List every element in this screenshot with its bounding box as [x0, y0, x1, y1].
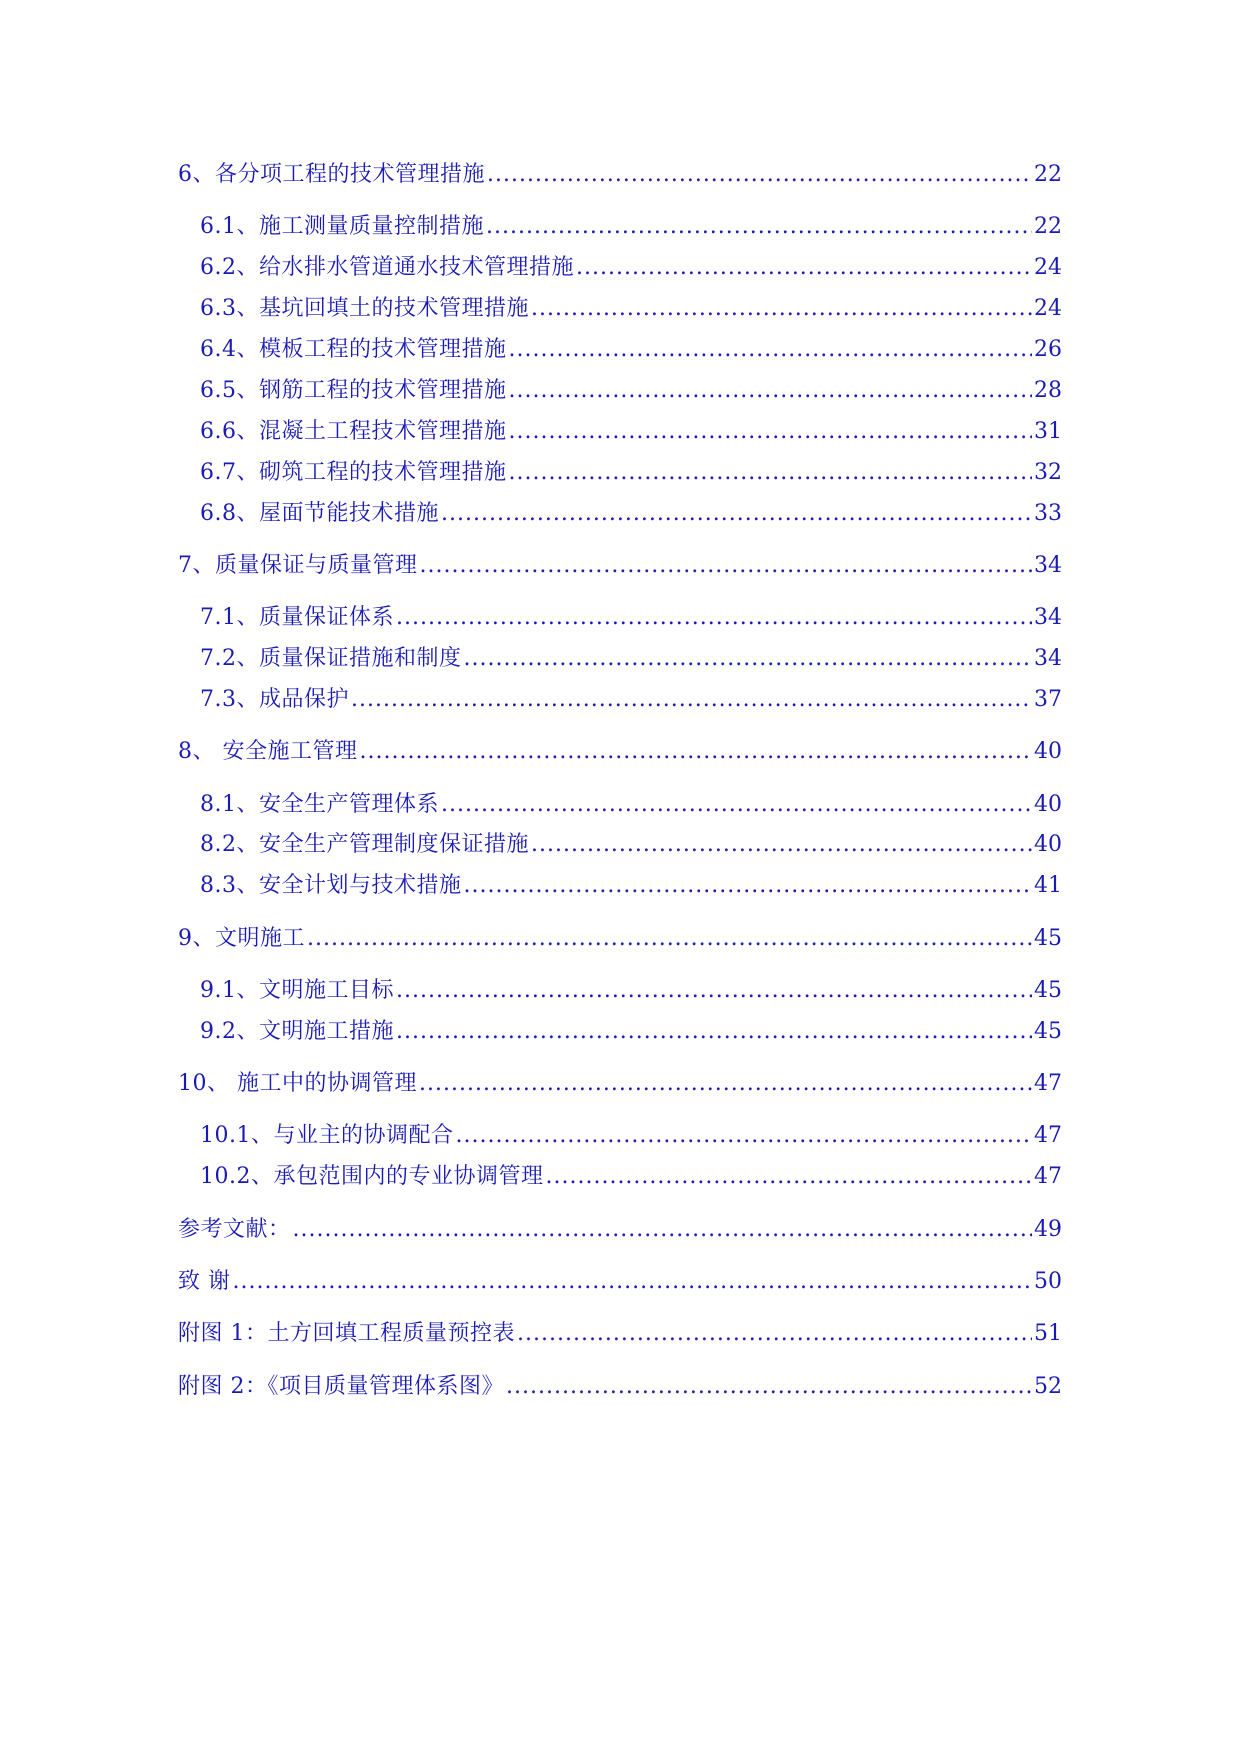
- toc-entry-6-7[interactable]: [200, 458, 1062, 488]
- toc-dot-leader: [546, 1162, 1033, 1192]
- toc-page-number: 24: [1034, 296, 1062, 321]
- toc-entry-label: 9.2、文明施工措施: [200, 1019, 394, 1044]
- toc-entry-label: 8、 安全施工管理: [178, 739, 358, 764]
- toc-dot-leader: [420, 551, 1033, 581]
- toc-page-number: 51: [1034, 1321, 1062, 1346]
- toc-entry-label: 7.2、质量保证措施和制度: [200, 646, 462, 671]
- toc-dot-leader: [293, 1215, 1032, 1245]
- toc-entry-6-6[interactable]: [200, 417, 1062, 447]
- toc-page-number: 45: [1034, 978, 1062, 1003]
- toc-dot-leader: [396, 1017, 1032, 1047]
- toc-entry-label: 7.1、质量保证体系: [200, 605, 394, 630]
- toc-entry-label: 10.1、与业主的协调配合: [200, 1123, 454, 1148]
- toc-entry-6[interactable]: [178, 160, 1062, 190]
- toc-dot-leader: [351, 685, 1032, 715]
- toc-entry-appendix-1[interactable]: [178, 1319, 1062, 1349]
- toc-entry-label: 附图 2：《项目质量管理体系图》: [178, 1374, 504, 1399]
- toc-page-number: 40: [1034, 739, 1062, 764]
- toc-dot-leader: [486, 212, 1032, 242]
- toc-page-number: 34: [1034, 553, 1062, 578]
- toc-dot-leader: [509, 458, 1033, 488]
- toc-page-number: 34: [1034, 605, 1062, 630]
- toc-dot-leader: [441, 790, 1032, 820]
- toc-entry-label: 8.3、安全计划与技术措施: [200, 873, 462, 898]
- toc-entry-8-1[interactable]: [200, 790, 1062, 820]
- toc-dot-leader: [360, 737, 1033, 767]
- toc-dot-leader: [464, 644, 1033, 674]
- toc-dot-leader: [419, 1069, 1032, 1099]
- toc-entry-label: 8.1、安全生产管理体系: [200, 792, 439, 817]
- toc-dot-leader: [464, 871, 1033, 901]
- toc-dot-leader: [531, 830, 1032, 860]
- toc-page-number: 37: [1034, 687, 1062, 712]
- toc-entry-label: 6.3、基坑回填土的技术管理措施: [200, 296, 529, 321]
- toc-dot-leader: [506, 1372, 1032, 1402]
- toc-entry-label: 10、 施工中的协调管理: [178, 1071, 417, 1096]
- toc-entry-7-3[interactable]: [200, 685, 1062, 715]
- toc-dot-leader: [509, 335, 1033, 365]
- toc-entry-label: 6、各分项工程的技术管理措施: [178, 162, 485, 187]
- toc-entry-8[interactable]: [178, 737, 1062, 767]
- toc-dot-leader: [576, 253, 1032, 283]
- toc-entry-8-3[interactable]: [200, 871, 1062, 901]
- toc-page-number: 50: [1034, 1269, 1062, 1294]
- toc-entry-label: 8.2、安全生产管理制度保证措施: [200, 832, 529, 857]
- toc-entry-label: 致 谢: [178, 1269, 231, 1294]
- toc-dot-leader: [531, 294, 1032, 324]
- toc-page-number: 31: [1034, 419, 1062, 444]
- toc-entry-8-2[interactable]: [200, 830, 1062, 860]
- toc-entry-10-2[interactable]: [200, 1162, 1062, 1192]
- toc-page-number: 33: [1034, 501, 1062, 526]
- toc-entry-6-2[interactable]: [200, 253, 1062, 283]
- toc-entry-7-1[interactable]: [200, 603, 1062, 633]
- toc-page-number: 34: [1034, 646, 1062, 671]
- toc-entry-references[interactable]: [178, 1215, 1062, 1245]
- toc-entry-6-4[interactable]: [200, 335, 1062, 365]
- toc-dot-leader: [517, 1319, 1032, 1349]
- toc-dot-leader: [396, 976, 1032, 1006]
- toc-page-number: 22: [1034, 214, 1062, 239]
- toc-entry-label: 6.1、施工测量质量控制措施: [200, 214, 484, 239]
- toc-entry-10-1[interactable]: [200, 1121, 1062, 1151]
- toc-entry-6-8[interactable]: [200, 499, 1062, 529]
- toc-page-number: 22: [1034, 162, 1062, 187]
- toc-dot-leader: [233, 1267, 1033, 1297]
- toc-entry-6-5[interactable]: [200, 376, 1062, 406]
- toc-page-number: 49: [1034, 1217, 1062, 1242]
- toc-dot-leader: [441, 499, 1032, 529]
- toc-entry-9-1[interactable]: [200, 976, 1062, 1006]
- toc-page-number: 52: [1034, 1374, 1062, 1399]
- toc-page-number: 45: [1034, 926, 1062, 951]
- toc-entry-label: 9.1、文明施工目标: [200, 978, 394, 1003]
- toc-entry-label: 参考文献：: [178, 1217, 291, 1242]
- toc-page-number: 47: [1034, 1164, 1062, 1189]
- toc-entry-7-2[interactable]: [200, 644, 1062, 674]
- toc-entry-6-1[interactable]: [200, 212, 1062, 242]
- toc-entry-label: 7、质量保证与质量管理: [178, 553, 418, 578]
- toc-entry-label: 9、文明施工: [178, 926, 305, 951]
- toc-page-number: 47: [1034, 1123, 1062, 1148]
- toc-dot-leader: [509, 376, 1033, 406]
- toc-entry-appendix-2[interactable]: [178, 1372, 1062, 1402]
- toc-entry-label: 7.3、成品保护: [200, 687, 349, 712]
- toc-entry-6-3[interactable]: [200, 294, 1062, 324]
- toc-entry-10[interactable]: [178, 1069, 1062, 1099]
- toc-entry-label: 10.2、承包范围内的专业协调管理: [200, 1164, 544, 1189]
- toc-page-number: 32: [1034, 460, 1062, 485]
- toc-entry-label: 6.2、给水排水管道通水技术管理措施: [200, 255, 574, 280]
- toc-page-number: 41: [1034, 873, 1062, 898]
- toc-entry-label: 6.5、钢筋工程的技术管理措施: [200, 378, 507, 403]
- toc-dot-leader: [307, 924, 1032, 954]
- toc-dot-leader: [509, 417, 1033, 447]
- toc-page-number: 40: [1034, 832, 1062, 857]
- toc-entry-label: 6.6、混凝土工程技术管理措施: [200, 419, 507, 444]
- toc-entry-9[interactable]: [178, 924, 1062, 954]
- toc-dot-leader: [487, 160, 1032, 190]
- toc-entry-label: 6.4、模板工程的技术管理措施: [200, 337, 507, 362]
- toc-entry-7[interactable]: [178, 551, 1062, 581]
- toc-dot-leader: [456, 1121, 1033, 1151]
- toc-page-number: 24: [1034, 255, 1062, 280]
- toc-entry-acknowledgements[interactable]: [178, 1267, 1062, 1297]
- toc-page-number: 40: [1034, 792, 1062, 817]
- toc-page-number: 26: [1034, 337, 1062, 362]
- toc-entry-9-2[interactable]: [200, 1017, 1062, 1047]
- toc-page-number: 47: [1034, 1071, 1062, 1096]
- toc-entry-label: 附图 1：土方回填工程质量预控表: [178, 1321, 515, 1346]
- toc-page-number: 45: [1034, 1019, 1062, 1044]
- toc-entry-label: 6.7、砌筑工程的技术管理措施: [200, 460, 507, 485]
- toc-dot-leader: [396, 603, 1032, 633]
- toc-entry-label: 6.8、屋面节能技术措施: [200, 501, 439, 526]
- toc-page-number: 28: [1034, 378, 1062, 403]
